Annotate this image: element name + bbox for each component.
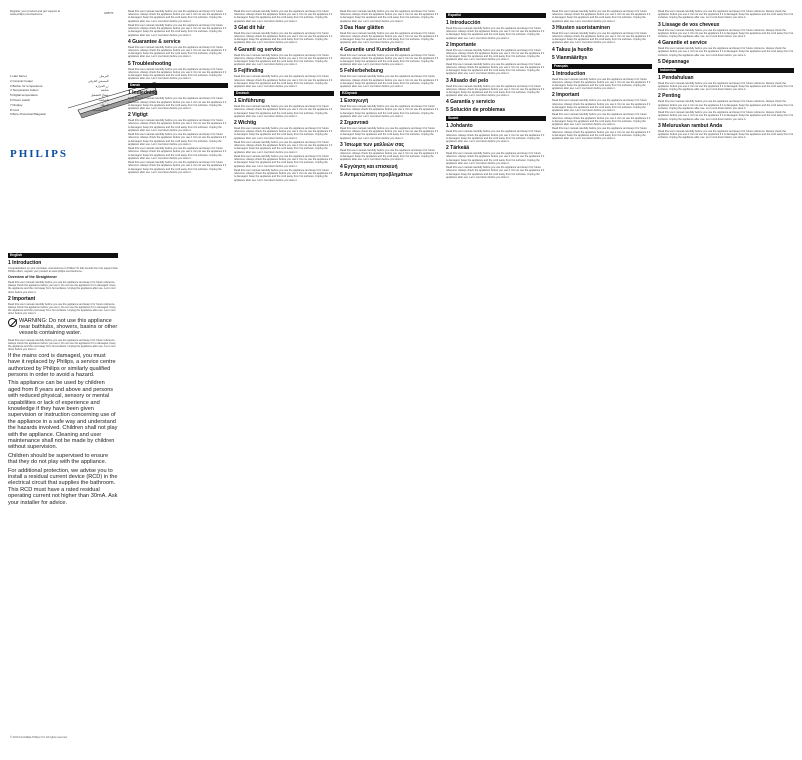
body-text: Read this user manual carefully before you use the appliance and keep it for future reference. Always check the appliance before you use it. Do not use the appliance if it is damaged. Keep the appliance and the cord away from hot surfaces. Unplug the appliance after use. Let it cool down before you store it. [446, 166, 545, 179]
body-text: Read this user manual carefully before you use the appliance and keep it for future reference. Always check the appliance before you use it. Do not use the appliance if it is damaged. Keep the appliance and the cord away from hot surfaces. Unplug the appliance after use. Let it cool down before you store it. [552, 99, 651, 113]
body-text: Read this user manual carefully before you use the appliance and keep it for future reference. Always check the appliance before you use it. Do not use the appliance if it is damaged. Keep the appliance and the cord away from hot surfaces. Unplug the appliance after use. Let it cool down before you store it. [128, 133, 227, 146]
column-6 [552, 10, 652, 735]
part-item-ar: السلك [100, 102, 109, 107]
body-text: Read this user manual carefully before you use the appliance and keep it for future reference. Always check the appliance before you use it. Do not use the appliance if it is damaged. Keep the appliance and the cord away from hot surfaces. Unplug the appliance after use. Let it cool down before you store it. [234, 127, 333, 140]
column-7 [658, 10, 794, 735]
body-text: Read this user manual carefully before you use the appliance and keep it for future reference. Always check the appliance before you use it. Do not use the appliance if it is damaged. Keep the appliance and the cord away from hot surfaces. Unplug the appliance after use. Let it cool down before you store it. [658, 111, 794, 121]
section-title: 1 Introduction [8, 260, 42, 266]
warning-text: WARNING: Do not use this appliance near bathtubs, showers, basins or other vessels containing water. [19, 317, 118, 337]
body-text: Read this user manual carefully before you use the appliance and keep it for future reference. Always check the appliance before you use it. Do not use the appliance if it is damaged. Keep the appliance and the cord away from hot surfaces. Unplug the appliance after use. Let it cool down before you store it. [128, 24, 227, 37]
body-text: Read this user manual carefully before you use the appliance and keep it for future reference. Always check the appliance before you use it. Do not use the appliance if it is damaged. Keep the appliance and the cord away from hot surfaces. Unplug the appliance after use. Let it cool down before you store it. [340, 75, 439, 89]
body-text: Read this user manual carefully before you use the appliance and keep it for future reference. Always check the appliance before you use it. Do not use the appliance if it is damaged. Keep the appliance and the cord away from hot surfaces. Unplug the appliance after use. Let it cool down before you store it. [446, 130, 545, 144]
body-text: Read this user manual carefully before you use the appliance and keep it for future reference. Always check the appliance before you use it. Do not use the appliance if it is damaged. Keep the appliance and the cord away from hot surfaces. Unplug the appliance after use. Let it cool down before you store it. [8, 302, 116, 316]
body-text: Read this user manual carefully before you use the appliance and keep it for future reference. Always check the appliance before you use it. Do not use the appliance if it is damaged. Keep the appliance and the cord away from hot surfaces. Unplug the appliance after use. Let it cool down before you store it. [234, 31, 333, 45]
lang-heading-english: English [8, 253, 118, 258]
section-title: 1 Indledning [128, 90, 158, 97]
part-item-ar: غطاء الحماية [92, 107, 109, 112]
section-title: 5 Αντιμετώπιση προβλημάτων [340, 171, 413, 178]
section-title: 3 Das Haar glätten [340, 24, 384, 31]
body-text: Read this user manual carefully before you use the appliance and keep it for future reference. Always check the appliance before you use it. Do not use the appliance if it is damaged. Keep the appliance and the cord away from hot surfaces. Unplug the appliance after use. Let it cool down before you store it. [128, 45, 227, 59]
body-text: Read this user manual carefully before you use the appliance and keep it for future reference. Always check the appliance before you use it. Do not use the appliance if it is damaged. Keep the appliance and the cord away from hot surfaces. Unplug the appliance after use. Let it cool down before you store it. [446, 48, 545, 62]
column-english-2 [128, 10, 228, 735]
section-title: 1 Introducción [446, 20, 481, 26]
body-text: Read this user manual carefully before you use the appliance and keep it for future reference. Always check the appliance before you use it. Do not use the appliance if it is damaged. Keep the appliance and the cord away from hot surfaces. Unplug the appliance after use. Let it cool down before you store it. [552, 77, 651, 91]
body-text: Read this user manual carefully before you use the appliance and keep it for future reference. Always check the appliance before you use it. Do not use the appliance if it is damaged. Keep the appliance and the cord away from hot surfaces. Unplug the appliance after use. Let it cool down before you store it. [552, 127, 651, 141]
body-text: Congratulations on your purchase, and welcome to Philips! To fully benefit from the support that Philips offers, register your product at www.philips.com/welcome. [8, 267, 118, 274]
body-text: Read this user manual carefully before you use the appliance and keep it for future reference. Always check the appliance before you use it. Do not use the appliance if it is damaged. Keep the appliance and the cord away from hot surfaces. Unplug the appliance after use. Let it cool down before you store it. [8, 280, 116, 294]
section-title: 4 Εγγύηση και επισκευή [340, 163, 398, 170]
column-5 [446, 10, 546, 735]
section-title: 5 Fejlfinding [234, 68, 264, 75]
body-text: Read this user manual carefully before you use the appliance and keep it for future reference. Always check the appliance before you use it. Do not use the appliance if it is damaged. Keep the appliance and the cord away from hot surfaces. Unplug the appliance after use. Let it cool down before you store it. [340, 105, 439, 118]
section-title: 2 Importante [446, 41, 477, 48]
part-item: 1 Hair barrel [10, 74, 27, 78]
body-text: Read this user manual carefully before you use the appliance and keep it for future reference. Always check the appliance before you use it. Do not use the appliance if it is damaged. Keep the appliance and the cord away from hot surfaces. Unplug the appliance after use. Let it cool down before you store it. [446, 62, 545, 76]
section-title: 5 Solución de problemas [446, 107, 506, 114]
part-item-ar: مفتاح التشغيل [90, 93, 109, 98]
section-title: 1 Εισαγωγή [340, 98, 369, 105]
part-item-ar: الشاشة [99, 97, 109, 102]
body-text: Read this user manual carefully before you use the appliance and keep it for future reference. Always check the appliance before you use it. Do not use the appliance if it is damaged. Keep the appliance and the cord away from hot surfaces. Unplug the appliance after use. Let it cool down before you store it. [658, 10, 794, 20]
body-text: Read this user manual carefully before you use the appliance and keep it for future reference. Always check the appliance before you use it. Do not use the appliance if it is damaged. Keep the appliance and the cord away from hot surfaces. Unplug the appliance after use. Let it cool down before you store it. [128, 97, 227, 111]
body-text: Read this user manual carefully before you use the appliance and keep it for future reference. Always check the appliance before you use it. Do not use the appliance if it is damaged. Keep the appliance and the cord away from hot surfaces. Unplug the appliance after use. Let it cool down before you store it. [658, 129, 794, 140]
body-text: Read this user manual carefully before you use the appliance and keep it for future reference. Always check the appliance before you use it. Do not use the appliance if it is damaged. Keep the appliance and the cord away from hot surfaces. Unplug the appliance after use. Let it cool down before you store it. [658, 81, 794, 92]
section-title: 3 Glat dit hår [234, 24, 265, 31]
body-text: Read this user manual carefully before you use the appliance and keep it for future reference. Always check the appliance before you use it. Do not use the appliance if it is damaged. Keep the appliance and the cord away from hot surfaces. Unplug the appliance after use. Let it cool down before you store it. [552, 10, 651, 23]
section-title: 3 Alisado del pelo [446, 77, 489, 84]
part-item-ar: المسخن الخزفي [88, 78, 109, 83]
body-text: Read this user manual carefully before you use the appliance and keep it for future reference. Always check the appliance before you use it. Do not use the appliance if it is damaged. Keep the appliance and the cord away from hot surfaces. Unplug the appliance after use. Let it cool down before you store it. [446, 84, 545, 98]
section-title: 4 Garantie und Kundendienst [340, 46, 410, 53]
doc-code: HP8370 [104, 12, 114, 15]
section-title: 4 Takuu ja huolto [552, 46, 593, 53]
section-title: 2 Wichtig [234, 120, 257, 127]
body-text: Read this user manual carefully before you use the appliance and keep it for future reference. Always check the appliance before you use it. Do not use the appliance if it is damaged. Keep the appliance and the cord away from hot surfaces. Unplug the appliance after use. Let it cool down before you store it. [234, 75, 333, 89]
bullet-item: This appliance can be used by children aged from 8 years and above and persons with reduced physical, sensory or mental capabilities or lack of experience and knowledge if they have been given supervision or instruction concerning use of the appliance in a safe way and understand the hazards involved. Children shall not play with the appliance. Cleaning and user maintenance shall not be made by children without supervision. [8, 380, 118, 451]
subsection-title: Overview of the Straightener [8, 275, 57, 280]
section-title: 1 Einführung [234, 98, 265, 105]
body-text: Read this user manual carefully before you use the appliance and keep it for future reference. Always check the appliance before you use it. Do not use the appliance if it is damaged. Keep the appliance and the cord away from hot surfaces. Unplug the appliance after use. Let it cool down before you store it. [128, 67, 227, 81]
column-4 [340, 10, 440, 735]
body-text: Read this user manual carefully before you use the appliance and keep it for future reference. Always check the appliance before you use it. Do not use the appliance if it is damaged. Keep the appliance and the cord away from hot surfaces. Unplug the appliance after use. Let it cool down before you store it. [128, 119, 227, 132]
body-text: Read this user manual carefully before you use the appliance and keep it for future reference. Always check the appliance before you use it. Do not use the appliance if it is damaged. Keep the appliance and the cord away from hot surfaces. Unplug the appliance after use. Let it cool down before you store it. [446, 152, 545, 165]
body-text: Read this user manual carefully before you use the appliance and keep it for future reference. Always check the appliance before you use it. Do not use the appliance if it is damaged. Keep the appliance and the cord away from hot surfaces. Unplug the appliance after use. Let it cool down before you store it. [128, 161, 227, 174]
lang-heading-espanol: Español [446, 13, 546, 18]
body-text: Read this user manual carefully before you use the appliance and keep it for future reference. Always check the appliance before you use it. Do not use the appliance if it is damaged. Keep the appliance and the cord away from hot surfaces. Unplug the appliance after use. Let it cool down before you store it. [340, 127, 439, 140]
lang-heading-deutsch: Deutsch [234, 91, 334, 96]
section-title: 5 Dépannage [658, 58, 690, 65]
section-title: 2 Tärkeää [446, 145, 470, 152]
body-text: Read this user manual carefully before you use the appliance and keep it for future reference. Always check the appliance before you use it. Do not use the appliance if it is damaged. Keep the appliance and the cord away from hot surfaces. Unplug the appliance after use. Let it cool down before you store it. [658, 28, 794, 39]
section-title: 5 Troubleshooting [128, 60, 172, 67]
part-item: 4 Temperature button [10, 88, 39, 93]
body-text: Read this user manual carefully before you use the appliance and keep it for future reference. Always check the appliance before you use it. Do not use the appliance if it is damaged. Keep the appliance and the cord away from hot surfaces. Unplug the appliance after use. Let it cool down before you store it. [234, 53, 333, 67]
part-item-ar: شاشة [100, 88, 109, 93]
part-item: 2 Ceramic heater [10, 78, 34, 83]
body-text: Read this user manual carefully before you use the appliance and keep it for future reference. Always check the appliance before you use it. Do not use the appliance if it is damaged. Keep the appliance and the cord away from hot surfaces. Unplug the appliance after use. Let it cool down before you store it. [446, 27, 545, 40]
section-title: 1 Johdanto [446, 123, 473, 130]
section-title: 4 Garantía y servicio [446, 99, 495, 106]
column-english [8, 250, 118, 730]
section-title: 5 Fehlerbehebung [340, 68, 384, 75]
bullet-item: If the mains cord is damaged, you must have it replaced by Philips, a service centre authorized by Philips or similarly qualified persons in order to avoid a hazard. [8, 352, 116, 378]
body-text: Read this user manual carefully before you use the appliance and keep it for future reference. Always check the appliance before you use it. Do not use the appliance if it is damaged. Keep the appliance and the cord away from hot surfaces. Unplug the appliance after use. Let it cool down before you store it. [8, 338, 116, 352]
body-text: Read this user manual carefully before you use the appliance and keep it for future reference. Always check the appliance before you use it. Do not use the appliance if it is damaged. Keep the appliance and the cord away from hot surfaces. Unplug the appliance after use. Let it cool down before you store it. [552, 113, 651, 127]
lang-heading-dansk: Dansk [128, 83, 228, 88]
body-text: Read this user manual carefully before you use the appliance and keep it for future reference. Always check the appliance before you use it. Do not use the appliance if it is damaged. Keep the appliance and the cord away from hot surfaces. Unplug the appliance after use. Let it cool down before you store it. [340, 10, 439, 23]
body-text: Read this user manual carefully before you use the appliance and keep it for future reference. Always check the appliance before you use it. Do not use the appliance if it is damaged. Keep the appliance and the cord away from hot surfaces. Unplug the appliance after use. Let it cool down before you store it. [658, 100, 794, 110]
warning-block [8, 318, 118, 337]
lang-heading-suomi: Suomi [446, 116, 546, 121]
body-text: Read this user manual carefully before you use the appliance and keep it for future reference. Always check the appliance before you use it. Do not use the appliance if it is damaged. Keep the appliance and the cord away from hot surfaces. Unplug the appliance after use. Let it cool down before you store it. [234, 10, 333, 23]
body-text: Read this user manual carefully before you use the appliance and keep it for future reference. Always check the appliance before you use it. Do not use the appliance if it is damaged. Keep the appliance and the cord away from hot surfaces. Unplug the appliance after use. Let it cool down before you store it. [128, 10, 227, 23]
part-item: 6 Power switch [10, 97, 31, 102]
section-title: 4 Garanti og service [234, 46, 282, 53]
section-title: 2 Important [552, 92, 580, 99]
part-item: 8 Cord [10, 107, 20, 112]
section-title: 4 Garantie et service [658, 40, 707, 47]
section-title: 3 Ίσιωμα των μαλλιών σας [340, 141, 405, 148]
section-title: 2 Σημαντικό [340, 120, 369, 127]
body-text: Read this user manual carefully before you use the appliance and keep it for future reference. Always check the appliance before you use it. Do not use the appliance if it is damaged. Keep the appliance and the cord away from hot surfaces. Unplug the appliance after use. Let it cool down before you store it. [340, 148, 439, 162]
section-title: 2 Penting [658, 93, 681, 100]
body-text: Read this user manual carefully before you use the appliance and keep it for future reference. Always check the appliance before you use it. Do not use the appliance if it is damaged. Keep the appliance and the cord away from hot surfaces. Unplug the appliance after use. Let it cool down before you store it. [234, 155, 333, 168]
body-text: Read this user manual carefully before you use the appliance and keep it for future reference. Always check the appliance before you use it. Do not use the appliance if it is damaged. Keep the appliance and the cord away from hot surfaces. Unplug the appliance after use. Let it cool down before you store it. [234, 105, 333, 118]
section-title: 1 Pendahuluan [658, 74, 694, 81]
no-water-icon [8, 318, 17, 327]
body-text: Read this user manual carefully before you use the appliance and keep it for future reference. Always check the appliance before you use it. Do not use the appliance if it is damaged. Keep the appliance and the cord away from hot surfaces. Unplug the appliance after use. Let it cool down before you store it. [128, 147, 227, 160]
part-item-ar: زر الحرارة [95, 83, 109, 88]
section-title: 3 Hiusten suoristaminen [552, 24, 611, 31]
body-text: Read this user manual carefully before you use the appliance and keep it for future reference. Always check the appliance before you use it. Do not use the appliance if it is damaged. Keep the appliance and the cord away from hot surfaces. Unplug the appliance after use. Let it cool down before you store it. [658, 47, 794, 57]
body-text: Read this user manual carefully before you use the appliance and keep it for future reference. Always check the appliance before you use it. Do not use the appliance if it is damaged. Keep the appliance and the cord away from hot surfaces. Unplug the appliance after use. Let it cool down before you store it. [234, 141, 333, 154]
section-title: 5 Vianmääritys [552, 54, 588, 61]
body-text: Read this user manual carefully before you use the appliance and keep it for future reference. Always check the appliance before you use it. Do not use the appliance if it is damaged. Keep the appliance and the cord away from hot surfaces. Unplug the appliance after use. Let it cool down before you store it. [340, 31, 439, 45]
bullet-item: Children should be supervised to ensure that they do not play with the appliance. [8, 452, 109, 466]
philips-logo: PHILIPS [10, 148, 69, 160]
lang-heading-francais: Français [552, 64, 652, 69]
section-title: 1 Introduction [552, 70, 586, 77]
column-3 [234, 10, 334, 735]
section-title: 3 Lissage de vos cheveux [658, 21, 720, 28]
body-text: Read this user manual carefully before you use the appliance and keep it for future reference. Always check the appliance before you use it. Do not use the appliance if it is damaged. Keep the appliance and the cord away from hot surfaces. Unplug the appliance after use. Let it cool down before you store it. [552, 31, 651, 45]
lang-heading-indonesia: Indonesia [658, 68, 794, 73]
section-title: 4 Guarantee & service [128, 38, 181, 45]
part-item: 9 Bore Protection/Magnetic [10, 112, 47, 117]
body-text: Read this user manual carefully before you use the appliance and keep it for future reference. Always check the appliance before you use it. Do not use the appliance if it is damaged. Keep the appliance and the cord away from hot surfaces. Unplug the appliance after use. Let it cool down before you store it. [340, 53, 439, 67]
part-item-ar: البرميل [99, 74, 109, 78]
body-text: Read this user manual carefully before you use the appliance and keep it for future reference. Always check the appliance before you use it. Do not use the appliance if it is damaged. Keep the appliance and the cord away from hot surfaces. Unplug the appliance after use. Let it cool down before you store it. [234, 169, 333, 182]
section-title: 2 Vigtigt [128, 112, 148, 119]
bullet-item: For additional protection, we advise you to install a residual current device (RCD) in the electrical circuit that supplies the bathroom. This RCD must have a rated residual operating current not higher than 30mA. Ask your installer for advice. [8, 467, 118, 506]
parts-list-ar [88, 74, 109, 112]
doc-url: Register your product and get support at www.philips.com/welcome [10, 9, 61, 17]
part-item: 3 Button for temperature [10, 83, 43, 88]
lang-heading-greek: Ελληνικά [340, 91, 440, 96]
parts-list-en [10, 74, 46, 117]
part-item: 7 Display [10, 102, 23, 107]
footer-copyright: © 2013 Koninklijke Philips N.V. All rights reserved. [10, 736, 68, 739]
section-title: 2 Important [8, 295, 36, 302]
section-title: 3 Meluruskan rambut Anda [658, 122, 722, 129]
part-item: 5 Digital temperature [10, 93, 38, 98]
